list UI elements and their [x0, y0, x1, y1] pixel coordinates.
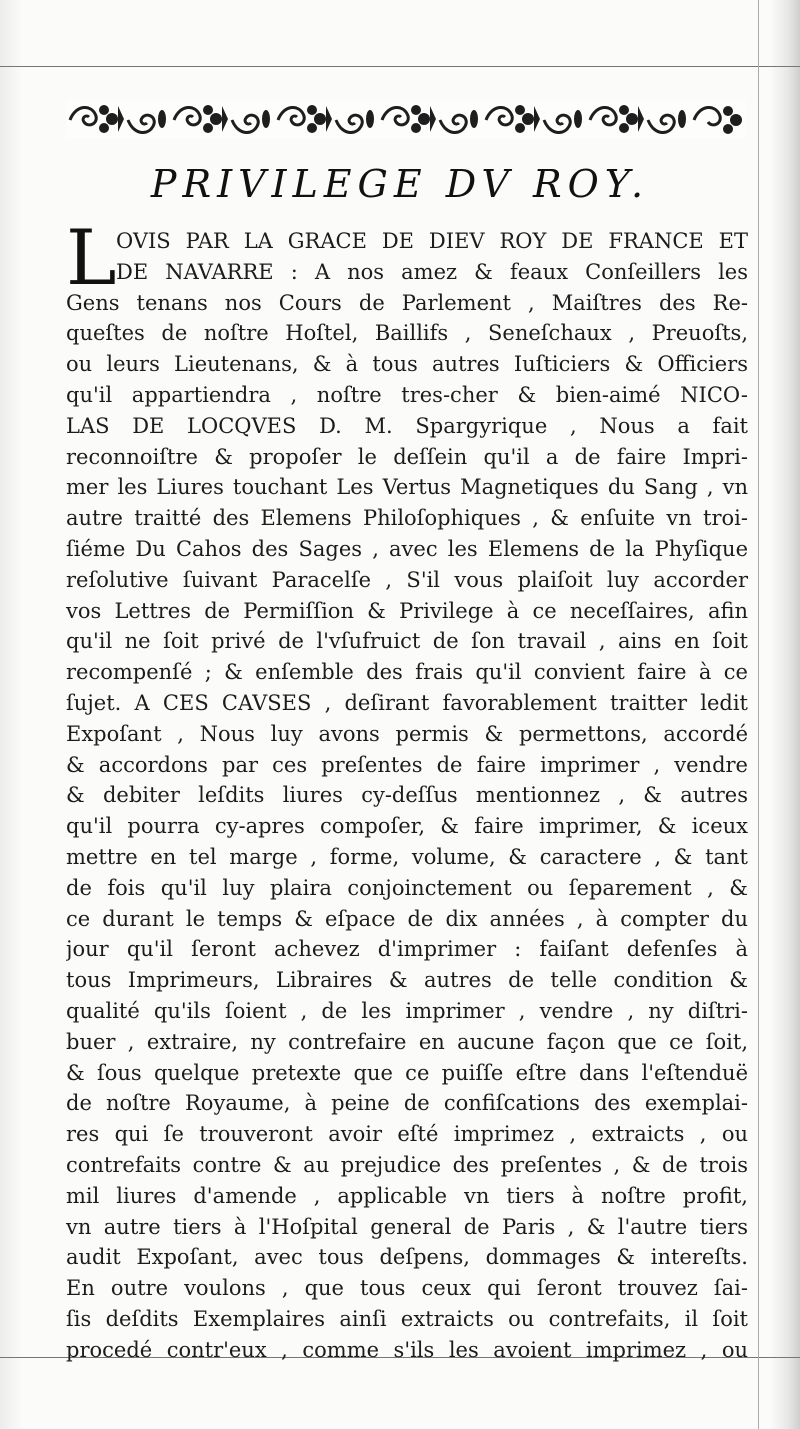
text-line: reconnoiſtre & propoſer le deſſein qu'il a de faire Impri-: [66, 444, 748, 469]
text-line: qu'il appartiendra , noſtre tres-cher & bien-aimé NICO-: [66, 382, 748, 407]
text-line: LAS DE LOCQVES D. M. Spargyrique , Nous a fait: [66, 413, 748, 438]
text-line: & accordons par ces preſentes de faire imprimer , vendre: [66, 752, 748, 777]
scan-shadow-left: [0, 0, 22, 1429]
text-line: procedé contr'eux , comme s'ils les avoient imprimez , ou: [66, 1337, 748, 1362]
text-line: mettre en tel marge , forme, volume, & caractere , & tant: [66, 844, 748, 869]
text-line: mer les Liures touchant Les Vertus Magnetiques du Sang , vn: [66, 475, 748, 500]
text-line: En outre voulons , que tous ceux qui ſeront trouvez ſai-: [66, 1276, 748, 1301]
text-line: tous Imprimeurs, Libraires & autres de telle condition &: [66, 968, 748, 993]
text-line: ſujet. A CES CAVSES , deſirant favorablement traitter ledit: [66, 690, 748, 715]
text-line: DE NAVARRE : A nos amez & feaux Conſeillers les: [116, 259, 748, 284]
text-line: de fois qu'il luy plaira conjoinctement ou ſeparement , &: [66, 875, 748, 900]
text-line: mil liures d'amende , applicable vn tiers à noſtre profit,: [66, 1183, 748, 1208]
text-line: recompenſé ; & enſemble des frais qu'il convient faire à ce: [66, 660, 748, 685]
text-line: ſis deſdits Exemplaires ainſi extraicts ou contrefaits, il ſoit: [66, 1306, 748, 1331]
text-line: OVIS PAR LA GRACE DE DIEV ROY DE FRANCE ET: [116, 229, 748, 253]
privilege-text-block: [66, 213, 748, 1365]
page-heading: PRIVILEGE DV ROY.: [150, 162, 650, 206]
text-line: buer , extraire, ny contrefaire en aucune façon que ce ſoit,: [66, 1029, 748, 1054]
text-line: & ſous quelque pretexte que ce puiſſe eſtre dans l'eſtenduë: [66, 1060, 748, 1085]
text-line: vn autre tiers à l'Hoſpital general de Paris , & l'autre tiers: [66, 1214, 748, 1239]
text-line: ou leurs Lieutenans, & à tous autres Iuſticiers & Officiers: [66, 352, 748, 377]
decorative-headpiece-ornament: [66, 98, 746, 140]
text-line: audit Expoſant, avec tous deſpens, dommages & intereſts.: [66, 1245, 748, 1270]
text-line: Gens tenans nos Cours de Parlement , Maiſtres des Re-: [66, 290, 748, 315]
top-frame-rule: [0, 66, 800, 67]
text-line: de noſtre Royaume, à peine de confiſcations des exemplai-: [66, 1091, 748, 1116]
text-line: qu'il pourra cy-apres compoſer, & faire imprimer, & iceux: [66, 814, 748, 839]
text-line: ſiéme Du Cahos des Sages , avec les Elemens de la Phyſique: [66, 536, 748, 561]
text-line: reſolutive ſuivant Paracelſe , S'il vous plaiſoit luy accorder: [66, 567, 748, 592]
text-line: qualité qu'ils ſoient , de les imprimer , vendre , ny diſtri-: [66, 998, 748, 1023]
text-line: & debiter leſdits liures cy-deſſus mentionnez , & autres: [66, 783, 748, 808]
text-line: vos Lettres de Permiſſion & Privilege à ce neceſſaires, afin: [66, 598, 748, 623]
text-line: queſtes de noſtre Hoſtel, Baillifs , Seneſchaux , Preuoſts,: [66, 321, 748, 346]
text-line: qu'il ne ſoit privé de l'vſufruict de ſon travail , ains en ſoit: [66, 629, 748, 654]
drop-capital: L: [66, 213, 117, 302]
text-line: ce durant le temps & eſpace de dix années , à compter du: [66, 906, 748, 931]
text-line: res qui ſe trouveront avoir eſté imprimez , extraicts , ou: [66, 1122, 748, 1147]
scan-shadow-right: [770, 0, 800, 1429]
text-line: autre traitté des Elemens Philoſophiques , & enſuite vn troi-: [66, 506, 748, 531]
text-line: contrefaits contre & au prejudice des preſentes , & de trois: [66, 1152, 748, 1177]
text-line: Expoſant , Nous luy avons permis & permettons, accordé: [66, 721, 748, 746]
text-line: jour qu'il ſeront achevez d'imprimer : faiſant defenſes à: [66, 937, 748, 962]
side-frame-rule: [758, 0, 759, 1429]
